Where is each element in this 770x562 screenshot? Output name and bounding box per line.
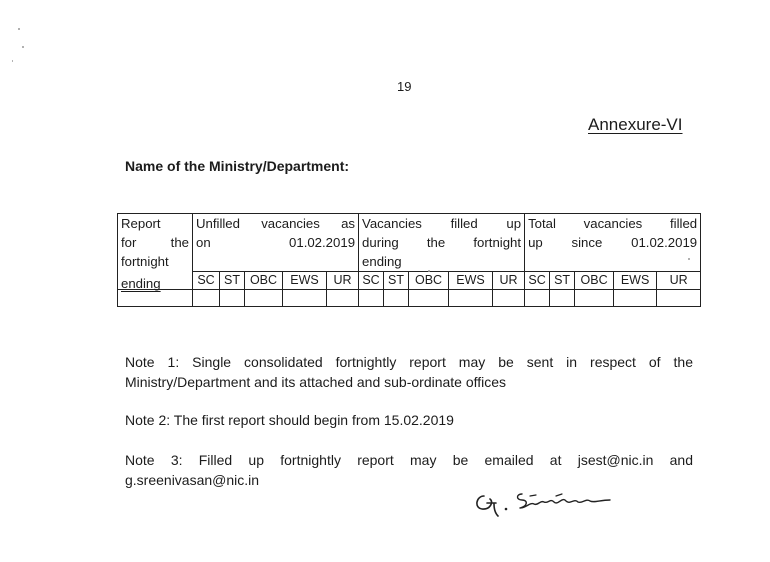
category-obc: OBC [245,272,283,290]
category-ews: EWS [614,272,657,290]
header-report-line: fortnight [121,254,169,269]
category-obc: OBC [409,272,449,290]
category-st: ST [384,272,409,290]
table-cell [449,290,493,307]
category-st: ST [220,272,245,290]
note-3-line: g.sreenivasan@nic.in [125,472,260,488]
category-ews: EWS [449,272,493,290]
table-cell [245,290,283,307]
category-sc: SC [359,272,384,290]
scan-speck [18,28,20,30]
header-report-line: Report [121,216,161,231]
note-3-line: Note 3: Filled up fortnightly report may be emailed at jsest@nic.in and [125,452,693,468]
ministry-label: Name of the Ministry/Department: [125,158,350,174]
category-obc: OBC [575,272,614,290]
table-cell [384,290,409,307]
table-row [118,290,701,307]
page-number: 19 [397,79,412,94]
category-ur: UR [657,272,701,290]
table-cell [657,290,701,307]
scan-speck [22,46,24,48]
table-cell [327,290,359,307]
category-ur: UR [493,272,525,290]
note-1-line: Note 1: Single consolidated fortnightly report may be sent in respect of the [125,354,693,370]
category-sc: SC [193,272,220,290]
category-ews: EWS [283,272,327,290]
note-1 [125,352,693,392]
category-ur: UR [327,272,359,290]
table-cell [359,290,384,307]
table-cell [220,290,245,307]
header-unfilled-line: Unfilled vacancies as [196,216,356,231]
table-cell [525,290,550,307]
note-2-line: Note 2: The first report should begin from 15.02.2019 [125,412,454,428]
table-cell [614,290,657,307]
table-cell [550,290,575,307]
header-unfilled-vacancies [193,214,359,272]
note-2 [125,410,693,430]
header-report-ending: ending [121,276,161,291]
category-st: ST [550,272,575,290]
header-vacancies-filled [359,214,525,272]
table-cell [409,290,449,307]
signature-image [470,482,630,522]
header-total-line: Total vacancies filled [528,216,698,231]
header-total-line: up since 01.02.2019 [528,235,698,250]
annexure-title: Annexure-VI [588,115,683,134]
scan-speck [428,270,430,272]
header-filled-line: ending [362,254,402,269]
table-cell [283,290,327,307]
table-header-row [118,214,701,272]
table-cell [493,290,525,307]
table-category-row [118,272,701,290]
table-cell [575,290,614,307]
header-filled-line: during the fortnight [362,235,522,250]
note-1-line: Ministry/Department and its attached and sub-ordinate offices [125,374,507,390]
table-cell [193,290,220,307]
header-filled-line: Vacancies filled up [362,216,522,231]
header-report-line: for the [121,235,189,250]
scan-speck [12,60,13,62]
category-sc: SC [525,272,550,290]
vacancy-table [117,213,701,307]
header-total-vacancies [525,214,701,272]
header-unfilled-line: on 01.02.2019 [196,235,356,250]
scan-speck [688,258,690,260]
